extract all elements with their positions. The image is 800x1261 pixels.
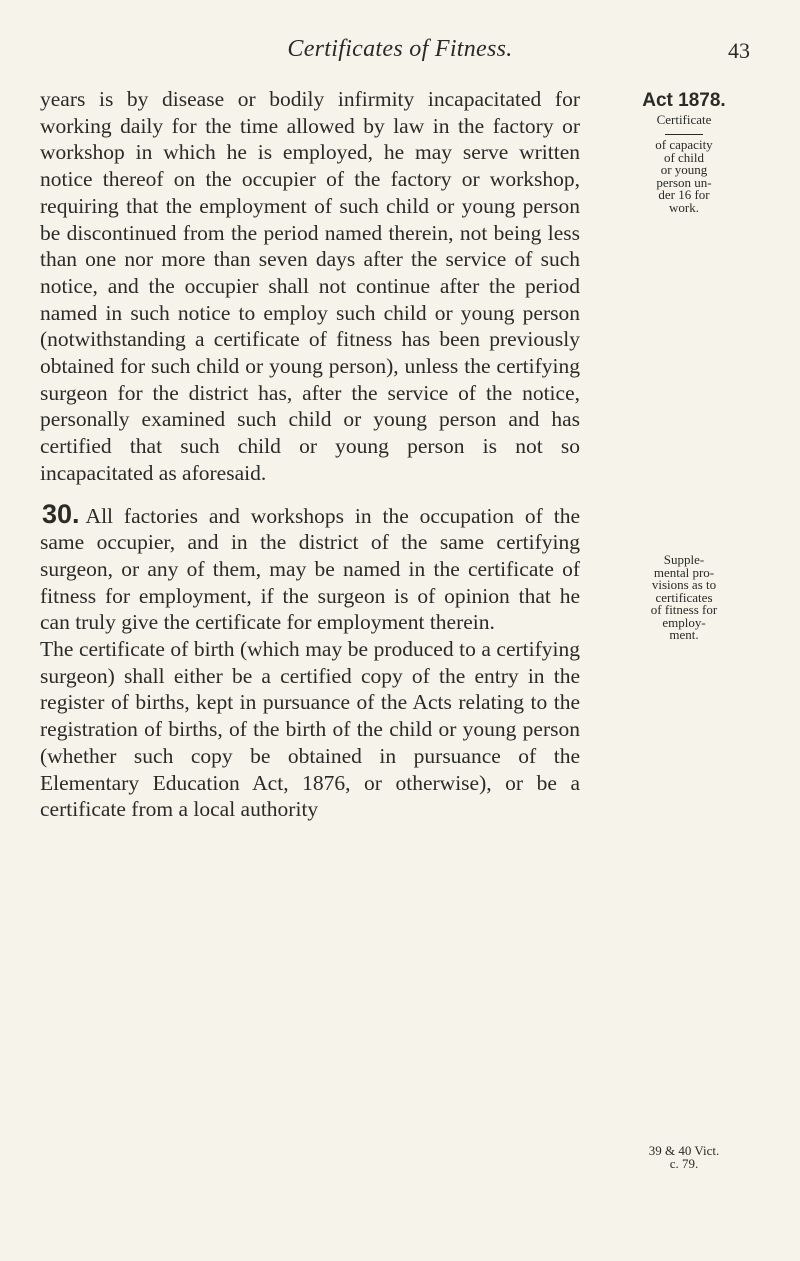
- section-30-paragraph: [40, 498, 580, 637]
- margin-line: Certificate: [656, 112, 712, 127]
- section-number: 30.: [42, 498, 80, 529]
- paragraph-continued: years is by disease or bodily infirmity incapacitated for working daily for the time allowed by law in the factory or workshop in which he is employed, he may serve written notice thereof on the occupier of the factory or workshop, requiring that the employment of such child or young person be discontinued from the period named therein, not being less than one nor more than seven days after the service of such notice, and the occupier shall not continue after the period named in such notice to employ such child or young person (notwithstanding a certificate of fitness has been previously obtained for such child or young person), unless the certifying surgeon for the district has, after the service of the notice, personally examined such child or young person and has certified that such child or young person is not so incapacitated as aforesaid.: [40, 87, 580, 485]
- margin-note-statute: [584, 1145, 784, 1170]
- margin-line: der 16 for: [658, 187, 710, 202]
- birth-certificate-paragraph: The certificate of birth (which may be produced to a certifying surgeon) shall either be a certified copy of the entry in the register of births, kept in pursuance of the Acts relating to the registration of births, of the birth of the child or young person (whether such copy be obtained in pursuance of the Elementary Education Act, 1876, or otherwise), or be a certificate from a local authority: [40, 637, 580, 822]
- margin-line: mental pro-: [653, 564, 715, 580]
- margin-line: of capacity: [655, 137, 713, 152]
- section-30-text: All factories and workshops in the occupation of the same occupier, and in the district of the same certifying surgeon, or any of them, may be named in the certificate of fitness for employment, if the surgeon is of opinion that he can truly give the certificate for employment therein.: [40, 503, 580, 635]
- margin-line: certificates: [655, 589, 713, 605]
- margin-line: work.: [669, 199, 699, 215]
- running-head: Certificates of Fitness.: [287, 36, 513, 62]
- margin-note-certificate: [584, 114, 784, 214]
- margin-line: visions as to: [651, 577, 717, 592]
- margin-line: of child: [663, 149, 705, 165]
- margin-rule: [665, 134, 703, 135]
- margin-line: c. 79.: [669, 1155, 699, 1171]
- margin-line: person un-: [656, 174, 712, 190]
- margin-line: ment.: [669, 627, 699, 642]
- page-number: 43: [728, 38, 750, 63]
- margin-line: of fitness for: [650, 602, 718, 617]
- margin-line: or young: [660, 162, 708, 177]
- margin-note-act: [584, 90, 784, 112]
- margin-line: 39 & 40 Vict.: [648, 1143, 720, 1158]
- margin-note-supplemental: [584, 554, 784, 642]
- margin-line: employ-: [662, 614, 706, 630]
- margin-line: Supple-: [663, 552, 705, 567]
- main-text: [40, 86, 580, 823]
- act-year-label: Act 1878.: [642, 90, 726, 111]
